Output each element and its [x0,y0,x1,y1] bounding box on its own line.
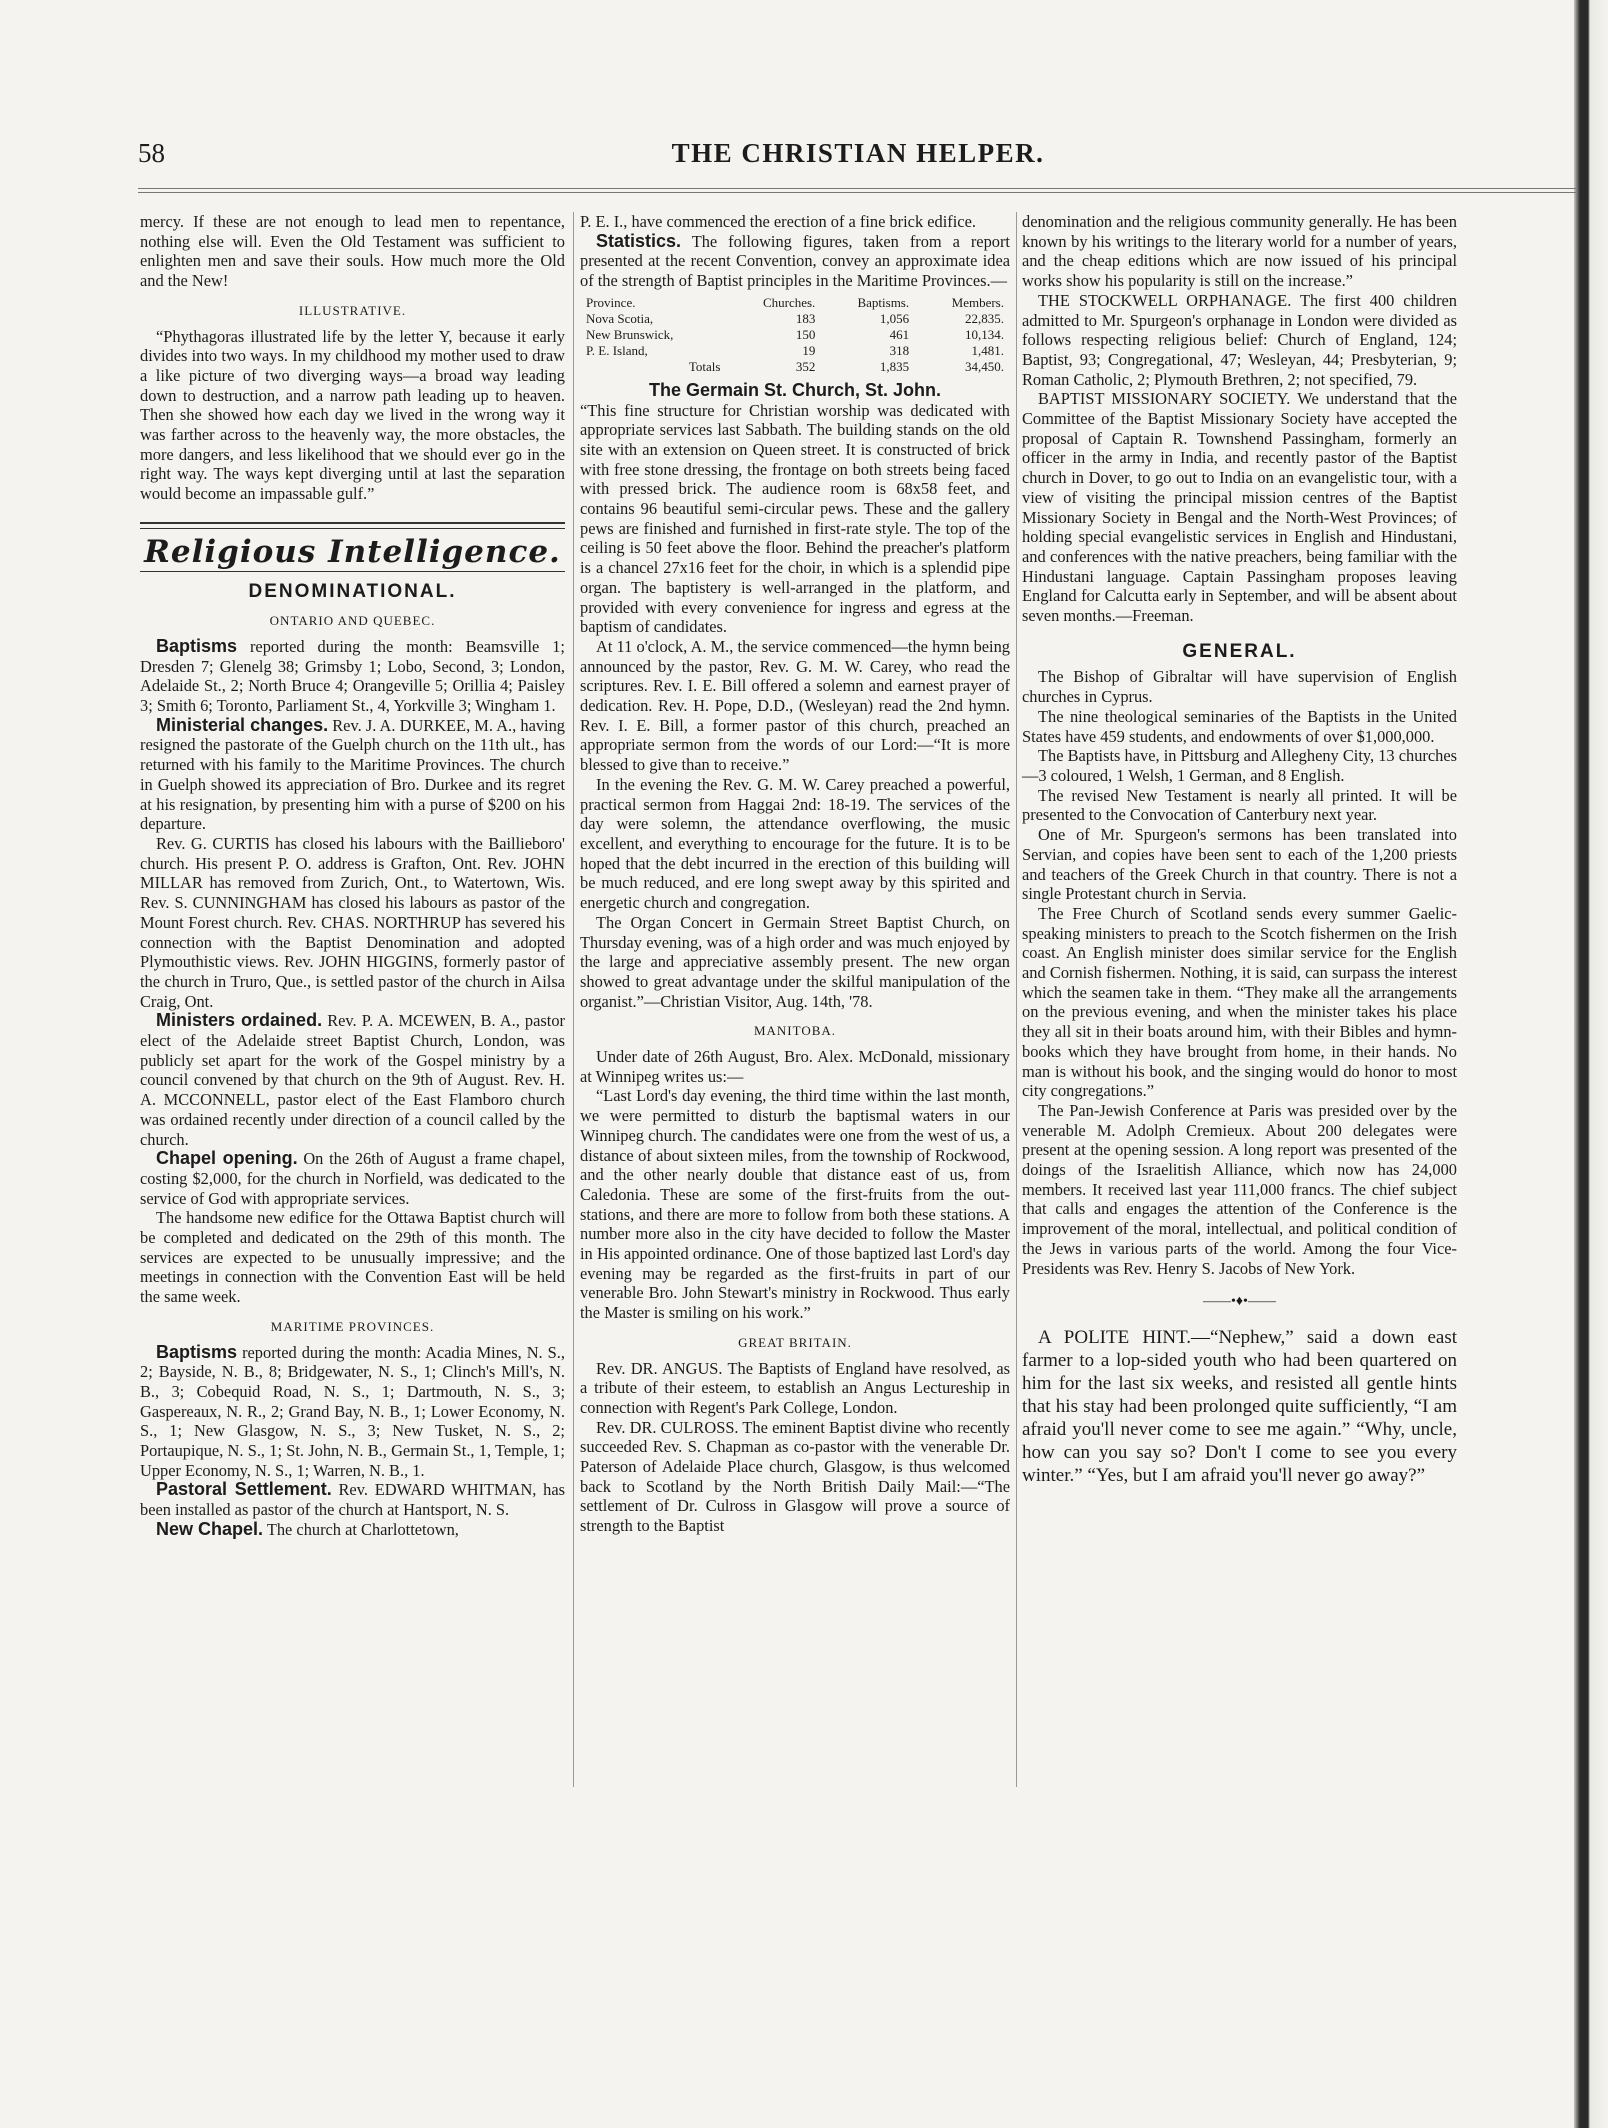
section-heading: DENOMINATIONAL. [248,580,457,602]
paragraph-text: reported during the month: Beamsville 1; Dresden 7; Glenelg 38; Grimsby 1; Lobo, Second, 3; London, Adelaide St., 2; North Bruce 4; Orangeville 5; Orillia 4; Paisley 3; Smith 6; Toronto, Parliament St., 4, Yorkville 3; Wingham 1. [140,636,565,716]
table-header-row [580,295,1010,311]
section-subhead: MARITIME PROVINCES. [270,1318,435,1334]
table-row [580,343,1010,359]
table-cell: 1,056 [879,310,910,326]
table-cell: 10,134. [965,326,1004,342]
table-cell: Totals [688,358,721,374]
section-subhead: MANITOBA. [753,1023,837,1039]
run-in-head: The Germain St. Church, St. John. [648,379,942,400]
table-row [580,327,1010,343]
paragraph: The Pan-Jewish Conference at Paris was presided over by the venerable M. Adolph Cremieux. About 200 delegates were present at the opening session. A long report was presented of the doings of the Israelitish Alliance, which now has 24,000 members. It received last year 111,000 francs. The chief subject that calls and engages the attention of the Conference is the improvement of the moral, intellectual, and political condition of the Jews in various parts of the world. Among the four Vice-Presidents was Rev. Henry S. Jacobs of New York. [1022,1100,1457,1278]
paragraph [140,1520,565,1540]
run-in-head: Baptisms [156,1341,238,1362]
paragraph: At 11 o'clock, A. M., the service commenced—the hymn being announced by the pastor, Rev. G. M. W. Carey, who read the scriptures. Rev. I. E. Bill offered a solemn and earnest prayer of dedication. Rev. H. Pope, D.D., (Wesleyan) read the 2nd hymn. Rev. I. E. Bill, a former pastor of this church, preached an appropriate sermon from the words of our Lord:—“It is more blessed to give than to receive.” [580,636,1010,775]
paragraph: In the evening the Rev. G. M. W. Carey preached a powerful, practical sermon from Haggai 2nd: 18-19. The services of the day were solemn, the attendance overflowing, the music excellent, and everything to encourage for the future. It is to be hoped that the debt incurred in the erection of this building will be much reduced, and ere long swept away by this spirited and energetic church and congregation. [580,774,1010,913]
table-cell: 19 [802,342,816,358]
table-cell: 461 [889,326,910,342]
column-divider [573,212,574,1787]
paragraph: One of Mr. Spurgeon's sermons has been translated into Servian, and copies have been sent to each of the 1,200 priests and teachers of the Greek Church in that country. There is not a single Protestant church in Servia. [1022,825,1457,904]
statistics-table [580,295,1010,375]
paragraph: The handsome new edifice for the Ottawa Baptist church will be completed and dedicated on the 29th of this month. The services are expected to be unusually impressive; and the meetings in connection with the Convention East will be held the same week. [140,1208,565,1307]
column-header: Members. [951,294,1004,310]
section-title: Religious Intelligence. [144,533,561,570]
column-1 [140,212,565,1540]
table-cell: 352 [795,358,816,374]
paragraph: Rev. G. CURTIS has closed his labours with the Baillieboro' church. His present P. O. address is Grafton, Ont. Rev. JOHN MILLAR has removed from Zurich, Ont., to Watertown, Wis. Rev. S. CUNNINGHAM has closed his labours as pastor of the Mount Forest church. Rev. CHAS. NORTHRUP has severed his connection with the Baptist Denomination and adopted Plymouthistic views. Rev. JOHN HIGGINS, formerly pastor of the church in Truro, Que., is settled pastor of the church in Ailsa Craig, Ont. [140,833,565,1011]
table-cell: P. E. Island, [586,342,648,358]
header-rule [138,188,1578,193]
paragraph [140,1149,565,1208]
column-header: Churches. [762,294,816,310]
paragraph [140,1343,565,1481]
run-in-head: Ministers ordained. [156,1010,323,1031]
run-in-head: Pastoral Settlement. [156,1479,332,1500]
paragraph: “Phythagoras illustrated life by the letter Y, because it early divides into two ways. In my childhood my mother used to draw a like picture of two diverging ways—a broad way leading down to destruction, and a narrow path leading up to heaven. Then she showed how each day we lived in the wrong way it was farther across to the heavenly way, the more obstacles, the more dangers, and less likelihood that we should ever go in the right way. The ways kept diverging until at last the separation would become an impassable gulf.” [140,326,565,504]
ornament-divider: ——•♦•—— [1203,1294,1276,1310]
paragraph: denomination and the religious community generally. He has been known by his writings to the literary world for a number of years, and the cheap editions which are now issued of his principal works show his popularity is still on the increase.” [1022,212,1457,291]
column-2 [580,212,1010,1536]
paragraph-text: Rev. EDWARD WHITMAN, has been installed as pastor of the church at Hantsport, N. S. [140,1480,566,1520]
paragraph-text: The following figures, taken from a report presented at the recent Convention, convey an approximate idea of the strength of Baptist principles in the Maritime Provinces.— [580,231,1010,291]
section-subhead: ILLUSTRATIVE. [298,302,407,318]
paragraph [140,716,565,834]
run-in-head: Chapel opening. [156,1148,298,1169]
paragraph: The nine theological seminaries of the Baptists in the United States have 459 students, and endowments of over $1,000,000. [1022,706,1457,746]
paragraph [580,232,1010,291]
paragraph: THE STOCKWELL ORPHANAGE. The first 400 children admitted to Mr. Spurgeon's orphanage in London were divided as follows respecting religious belief: Church of England, 124; Baptist, 93; Congregational, 47; Wesleyan, 44; Presbyterian, 9; Roman Catholic, 2; Plymouth Brethren, 2; not specified, 79. [1022,290,1457,389]
paragraph: The Free Church of Scotland sends every summer Gaelic-speaking ministers to preach to the Scotch fishermen on the Irish coast. An English minister does similar service for the English and Cornish fishermen. Nothing, it is said, can surpass the interest which the seamen take in them. “They make all the arrangements on the previous evening, and when the minister takes his place they all sit in their boats around him, with their Bibles and hymn-books which they have brought from home, in their hands. No man is without his book, and the singing would do honor to most city congregations.” [1022,903,1457,1101]
table-cell: Nova Scotia, [586,310,654,326]
page-number: 58 [138,138,165,168]
column-header: Province. [586,294,636,310]
paragraph-text: Rev. J. A. DURKEE, M. A., having resigned the pastorate of the Guelph church on the 11th ult., has returned with his family to the Maritime Provinces. The church in Guelph showed its appreciation of Bro. Durkee and its regret at his resignation, by presenting him with a purse of $200 on his departure. [140,715,565,834]
paragraph [140,637,565,716]
table-cell: 34,450. [965,358,1004,374]
table-cell: 1,835 [879,358,910,374]
paragraph: Rev. DR. ANGUS. The Baptists of England have resolved, as a tribute of their esteem, to establish an Angus Lectureship in connection with Regent's Park College, London. [580,1358,1010,1417]
page-edge-shadow [1574,0,1608,2128]
paragraph: mercy. If these are not enough to lead men to repentance, nothing else will. Even the Old Testament was sufficient to enlighten men and save their souls. How much more the Old and the New! [140,212,565,291]
paragraph: A POLITE HINT.—“Nephew,” said a down east farmer to a lop-sided youth who had been quartered on him for the last six weeks, and resisted all gentle hints that his stay had been prolonged quite sufficiently, “I am afraid you'll never come to see me again.” “Why, uncle, how can you say so? Don't I come to see you every winter.” “Yes, but I am afraid you'll never go away?” [1022,1326,1457,1486]
table-cell: 318 [889,342,910,358]
table-cell: 1,481. [971,342,1004,358]
paragraph [140,1480,565,1519]
table-row [580,311,1010,327]
column-header: Baptisms. [857,294,910,310]
run-in-head: New Chapel. [156,1518,264,1539]
paragraph: The Organ Concert in Germain Street Baptist Church, on Thursday evening, was of a high order and was much enjoyed by the large and appreciative assembly present. The new organ showed to great advantage under the skilful manipulation of the organist.”—Christian Visitor, Aug. 14th, '78. [580,912,1010,1011]
paragraph: The revised New Testament is nearly all printed. It will be presented to the Convocation of Canterbury next year. [1022,785,1457,825]
page-header [138,138,1578,178]
column-divider [1016,212,1017,1787]
paragraph-text: The church at Charlottetown, [263,1519,459,1539]
table-cell: 22,835. [965,310,1004,326]
paragraph: The Bishop of Gibraltar will have supervision of English churches in Cyprus. [1022,667,1457,707]
table-cell: 150 [795,326,816,342]
paragraph-text: On the 26th of August a frame chapel, costing $2,000, for the church in Norfield, was dedicated to the service of God with appropriate services. [140,1149,565,1208]
journal-title: THE CHRISTIAN HELPER. [671,138,1045,168]
table-cell: 183 [795,310,816,326]
paragraph: Under date of 26th August, Bro. Alex. McDonald, missionary at Winnipeg writes us:— [580,1047,1010,1086]
paragraph-text: reported during the month: Acadia Mines, N. S., 2; Bayside, N. B., 8; Bridgewater, N. S., 1; Clinch's Mill's, N. B., 3; Cobequid Road, N. S., 1; Dartmouth, N. S., 3; Gaspereaux, N. R., 2; Grand Bay, N. B., 1; Lower Economy, N. S., 1; New Glasgow, N. S., 3; New Tusket, N. S., 2; Portaupique, N. S., 1; St. John, N. B., Germain St., 1, Temple, 1; Upper Economy, N. S., 1; Warren, N. B., 1. [140,1342,565,1480]
paragraph: “Last Lord's day evening, the third time within the last month, we were permitted to disturb the baptismal waters in our Winnipeg church. The candidates were one from the west of us, a distance of about sixteen miles, from the township of Rockwood, and the other nearly double that distance east of us, from Caledonia. These are some of the first-fruits from the out-stations, and there are more to follow from both these stations. A number more also in the city have decided to follow the Master in His appointed ordinance. One of those baptized last Lord's day evening may be regarded as the first-fruits in part of our venerable Bro. John Stewart's ministry in Rockwood. Thus early the Master is smiling on his work.” [580,1086,1010,1323]
column-3 [1022,212,1457,1487]
paragraph-text: Rev. P. A. MCEWEN, B. A., pastor elect of the Adelaide street Baptist Church, London, was publicly set apart for the work of the Gospel ministry by a council convened by that church on the 9th of August. Rev. H. A. MCCONNELL, pastor elect of the East Flamboro church was ordained recently under direction of a council called by the church. [140,1011,565,1149]
run-in-head: Ministerial changes. [156,714,329,735]
section-heading: GENERAL. [1182,640,1297,662]
run-in-head: Baptisms [156,635,238,656]
paragraph [140,1011,565,1149]
paragraph: P. E. I., have commenced the erection of a fine brick edifice. [580,212,976,231]
rule [140,571,565,572]
run-in-head: Statistics. [596,230,682,251]
double-rule [140,522,565,529]
section-subhead: ONTARIO AND QUEBEC. [269,613,436,629]
paragraph: Rev. DR. CULROSS. The eminent Baptist divine who recently succeeded Rev. S. Chapman as co-pastor with the venerable Dr. Paterson of Adelaide Place church, Glasgow, is thus welcomed back to Scotland by the North British Daily Mail:—“The settlement of Dr. Culross in Glasgow will prove a source of strength to the Baptist [580,1417,1010,1536]
paragraph: BAPTIST MISSIONARY SOCIETY. We understand that the Committee of the Baptist Missionary Society have accepted the proposal of Captain R. Townshend Passingham, formerly an officer in the army in India, and recently pastor of the Baptist church in Dover, to go out to India on an evangelistic tour, with a view of visiting the principal mission centres of the Baptist Missionary Society in Bengal and the North-West Provinces; of holding special evangelistic services in English and Hindustani, and conferences with the native preachers, being familiar with the Hindustani language. Captain Passingham proposes leaving England for Calcutta early in September, and will be absent about seven months.—Freeman. [1022,389,1457,626]
section-subhead: GREAT BRITAIN. [738,1334,852,1350]
table-cell: New Brunswick, [586,326,674,342]
paragraph: The Baptists have, in Pittsburg and Allegheny City, 13 churches—3 coloured, 1 Welsh, 1 German, and 8 English. [1022,746,1457,785]
table-totals-row [580,359,1010,375]
paragraph: “This fine structure for Christian worship was dedicated with appropriate services last Sabbath. The building stands on the old site with an extension on Queen street. It is constructed of brick with free stone dressing, the frontage on both streets being faced with pressed brick. The audience room is 68x58 feet, and contains 96 beautiful semi-circular pews. These and the gallery pews are finished and furnished in first-rate style. The top of the ceiling is 50 feet above the floor. Behind the preacher's platform is a chancel 27x16 feet for the choir, in which is a splendid pipe organ. The baptistery is well-arranged in the platform, and provided with every convenience for ingress and egress at the baptism of candidates. [580,400,1010,637]
article-heading [580,381,1010,401]
